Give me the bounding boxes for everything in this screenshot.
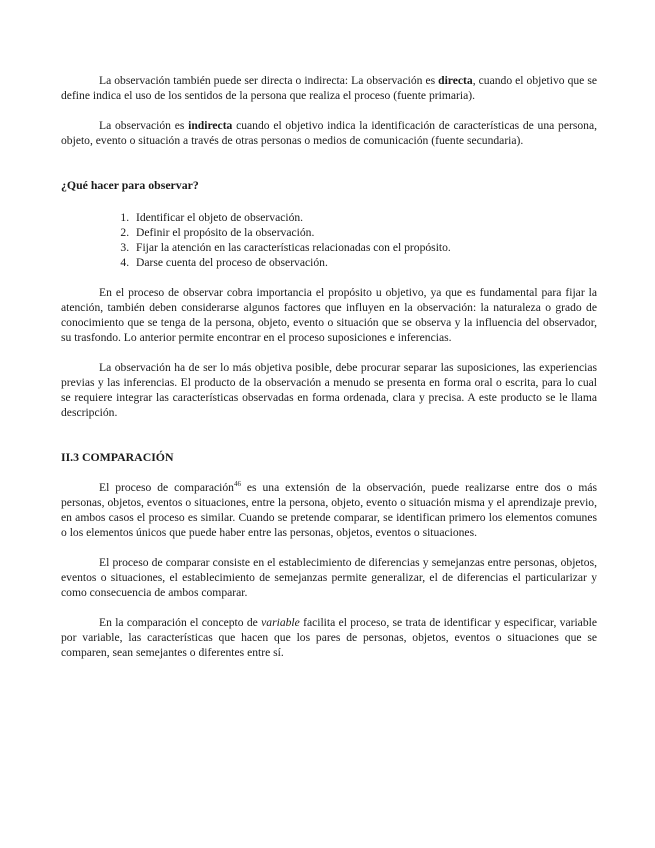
text: El proceso de comparación [99,481,234,494]
paragraph-comparison-process [61,480,597,540]
text: La observación es [99,119,189,132]
text: , cuando el objetivo que se define indica el uso de los sentidos de la persona que realiza el proceso (fuente primaria). [61,74,597,102]
emphasis-directa: directa [438,74,473,87]
paragraph-objective-observation: La observación ha de ser lo más objetiva posible, debe procurar separar las suposiciones, las experiencias previas y las inferencias. El producto de la observación a menudo se presenta en forma oral o escrita, para lo cual se requiere integrar las características observadas en forma ordenada, clara y precisa. A este producto se le llama descripción. [61,361,597,419]
footnote-ref: 46 [233,480,241,488]
list-item: 2. Definir el propósito de la observación. [132,225,597,240]
text: La observación también puede ser directa o indirecta: La observación es [99,74,439,87]
text: En la comparación el concepto de [99,616,262,629]
paragraph-indirect-observation [61,118,597,148]
paragraph-compare-differences: El proceso de comparar consiste en el establecimiento de diferencias y semejanzas entre personas, objetos, eventos o situaciones, el establecimiento de semejanzas permite generalizar, el de diferencias el particularizar y como consecuencia de ambos comparar. [61,556,597,599]
page-content [61,73,597,660]
section-heading-observe: ¿Qué hacer para observar? [61,178,199,192]
observation-steps-list [61,210,597,270]
text: es una extensión de la observación, puede realizarse entre dos o más personas, objetos, eventos o situaciones, entre la persona, objeto, evento o situación misma y el aprendizaje previo, en ambos casos el proceso es similar. Cuando se pretende comparar, se identifican primero los elementos comunes o los elementos únicos que puede haber entre las personas, objetos, eventos o situaciones. [61,481,598,539]
paragraph-variable-concept [61,615,597,660]
paragraph-direct-observation [61,73,597,103]
paragraph-observation-purpose: En el proceso de observar cobra importancia el propósito u objetivo, ya que es fundamental para fijar la atención, también deben considerarse algunos factores que influyen en la observación: la naturaleza o grado de conocimiento que se tenga de la persona, objeto, evento o situación que se observa y la influencia del observador, su trasfondo. Lo anterior permite encontrar en el proceso suposiciones e inferencias. [61,286,597,344]
text: cuando el objetivo indica la identificación de características de una persona, objeto, evento o situación a través de otras personas o medios de comunicación (fuente secundaria). [61,119,597,147]
emphasis-indirecta: indirecta [188,119,233,132]
list-item: 4. Darse cuenta del proceso de observación. [132,255,597,270]
section-heading-comparison: II.3 COMPARACIÓN [61,450,174,464]
list-item: 3. Fijar la atención en las características relacionadas con el propósito. [132,240,597,255]
emphasis-variable: variable [261,616,300,629]
text: facilita el proceso, se trata de identificar y especificar, variable por variable, las características que hacen que los pares de personas, objetos, eventos o situaciones que se comparen, sean semejantes o diferentes entre sí. [61,616,597,659]
list-item: 1. Identificar el objeto de observación. [132,210,597,225]
